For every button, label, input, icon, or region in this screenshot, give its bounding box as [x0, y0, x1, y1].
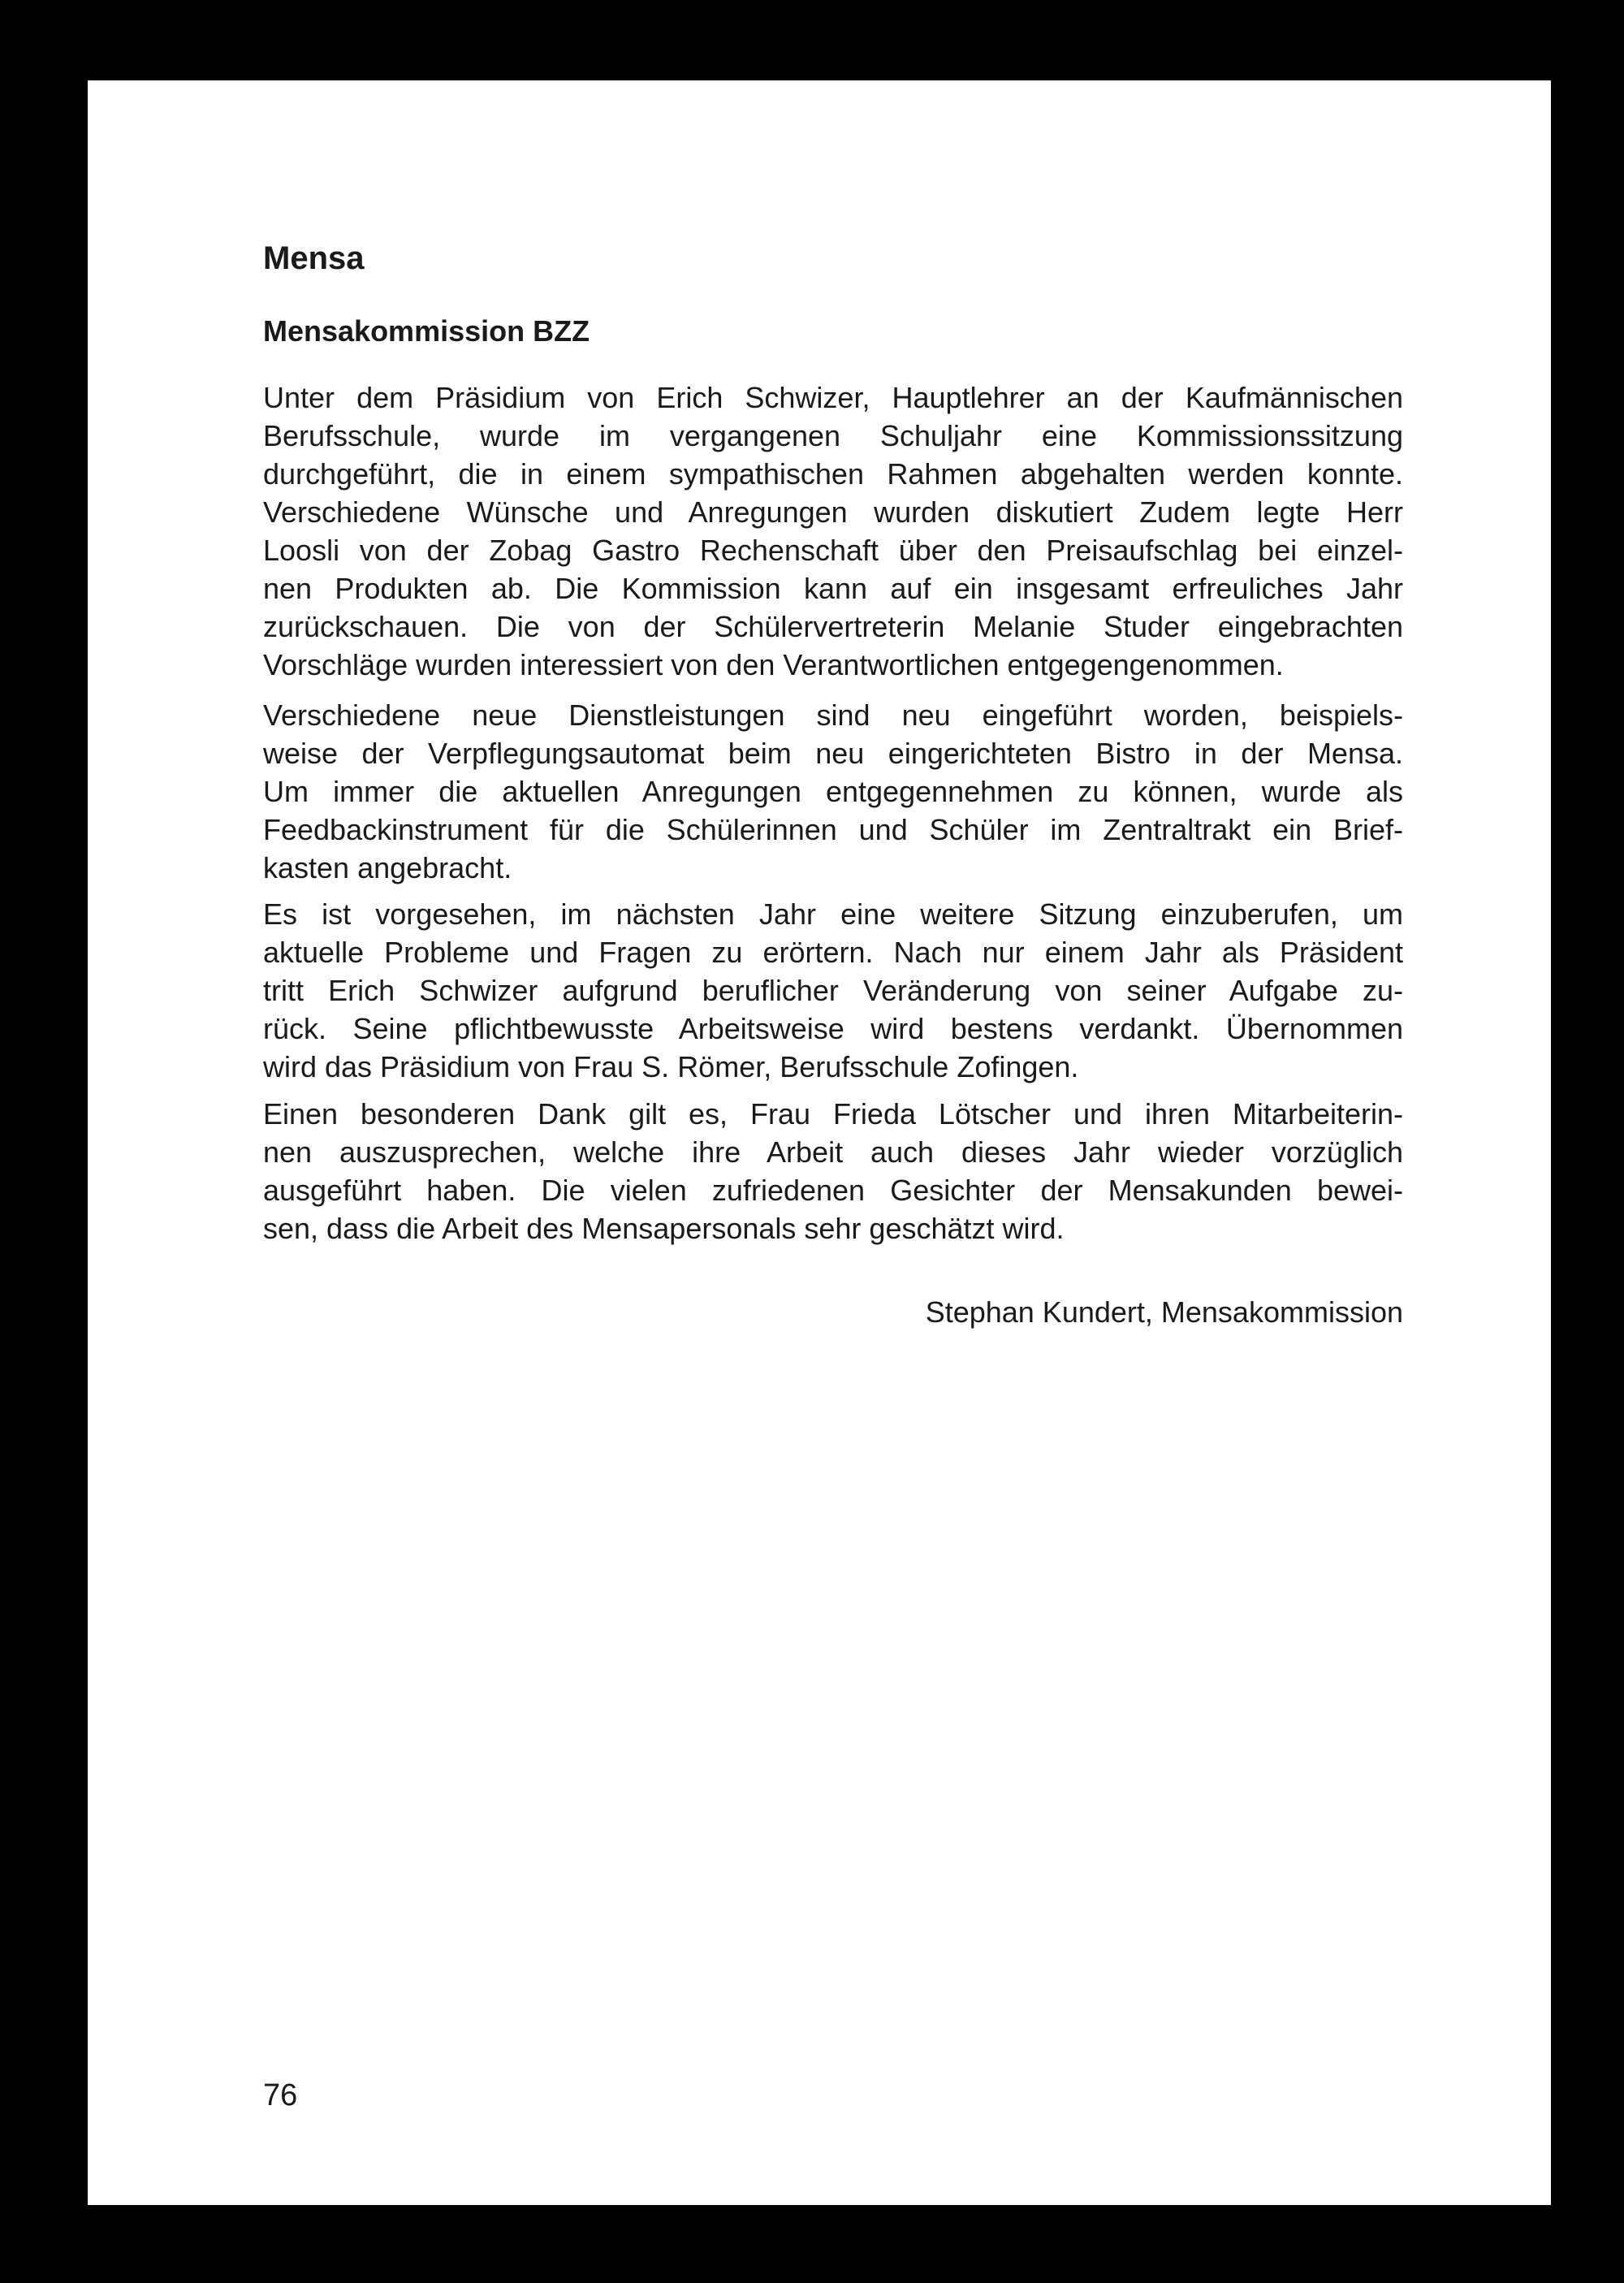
- text-line: wird das Präsidium von Frau S. Römer, Berufsschule Zofingen.: [263, 1050, 1079, 1083]
- text-line: Vorschläge wurden interessiert von den Verantwortlichen entgegengenommen.: [263, 648, 1284, 681]
- text-line: tritt Erich Schwizer aufgrund beruflicher Veränderung von seiner Aufgabe zu-: [263, 974, 1403, 1007]
- text-line: Um immer die aktuellen Anregungen entgegennehmen zu können, wurde als: [263, 775, 1403, 808]
- section-subheading: Mensakommission BZZ: [263, 314, 590, 348]
- text-line: ausgeführt haben. Die vielen zufriedenen Gesichter der Mensakunden bewei-: [263, 1174, 1403, 1207]
- paragraph-1: [263, 378, 1403, 684]
- text-line: Feedbackinstrument für die Schülerinnen und Schüler im Zentraltrakt ein Brief-: [263, 813, 1403, 846]
- paragraph-3: [263, 895, 1403, 1086]
- text-line: Loosli von der Zobag Gastro Rechenschaft über den Preisaufschlag bei einzel-: [263, 534, 1403, 567]
- text-line: kasten angebracht.: [263, 851, 512, 884]
- text-line: Verschiedene Wünsche und Anregungen wurden diskutiert Zudem legte Herr: [263, 495, 1403, 529]
- text-line: Unter dem Präsidium von Erich Schwizer, Hauptlehrer an der Kaufmännischen: [263, 381, 1403, 414]
- text-line: zurückschauen. Die von der Schülervertreterin Melanie Studer eingebrachten: [263, 610, 1403, 643]
- paragraph-2: [263, 696, 1403, 887]
- text-line: durchgeführt, die in einem sympathischen Rahmen abgehalten werden konnte.: [263, 457, 1403, 491]
- text-line: Einen besonderen Dank gilt es, Frau Frieda Lötscher und ihren Mitarbeiterin-: [263, 1097, 1403, 1131]
- document-page: [88, 80, 1551, 2205]
- text-line: Es ist vorgesehen, im nächsten Jahr eine weitere Sitzung einzuberufen, um: [263, 897, 1403, 931]
- text-line: Verschiedene neue Dienstleistungen sind neu eingeführt worden, beispiels-: [263, 698, 1403, 732]
- paragraph-4: [263, 1095, 1403, 1247]
- text-line: weise der Verpflegungsautomat beim neu eingerichteten Bistro in der Mensa.: [263, 737, 1403, 770]
- page-number: 76: [263, 2078, 298, 2112]
- page-heading: Mensa: [263, 240, 365, 276]
- signature: Stephan Kundert, Mensakommission: [925, 1295, 1403, 1329]
- text-line: sen, dass die Arbeit des Mensapersonals sehr geschätzt wird.: [263, 1212, 1065, 1245]
- text-line: rück. Seine pflichtbewusste Arbeitsweise wird bestens verdankt. Übernommen: [263, 1012, 1403, 1045]
- text-line: Berufsschule, wurde im vergangenen Schuljahr eine Kommissionssitzung: [263, 419, 1403, 452]
- text-line: nen Produkten ab. Die Kommission kann auf ein insgesamt erfreuliches Jahr: [263, 572, 1403, 605]
- text-line: nen auszusprechen, welche ihre Arbeit auch dieses Jahr wieder vorzüglich: [263, 1135, 1403, 1169]
- text-line: aktuelle Probleme und Fragen zu erörtern. Nach nur einem Jahr als Präsident: [263, 936, 1403, 969]
